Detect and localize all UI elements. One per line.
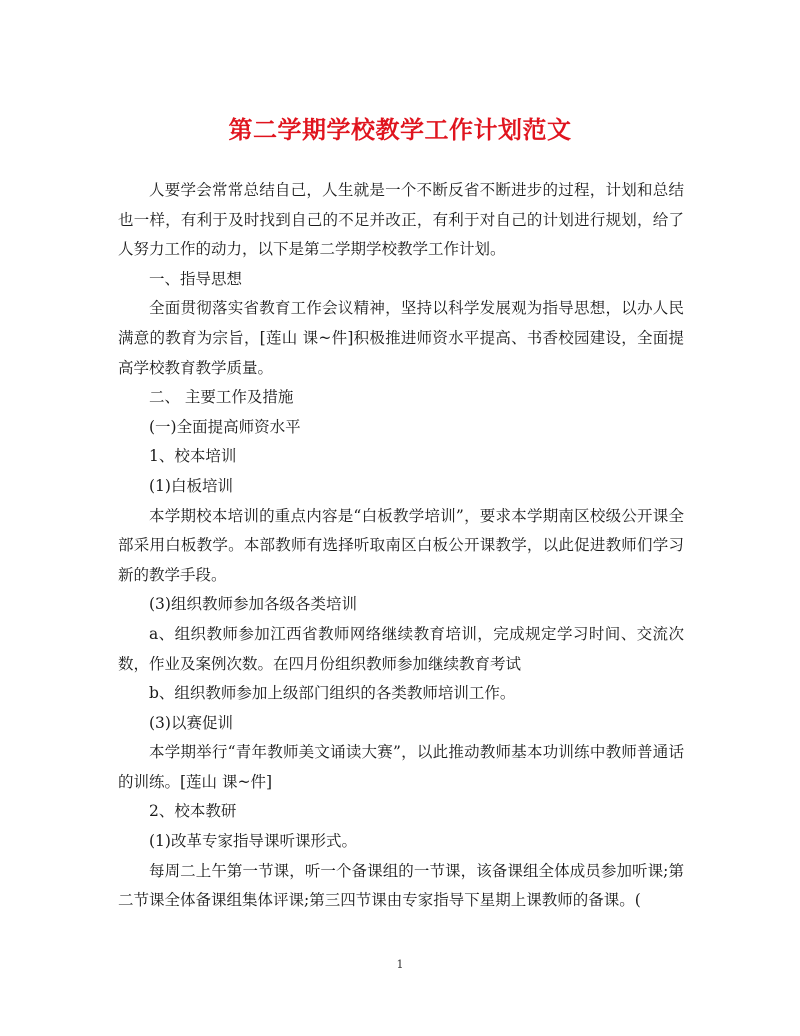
paragraph-whiteboard-training: 本学期校本培训的重点内容是“白板教学培训”，要求本学期南区校级公开课全部采用白板教学。本部教师有选择听取南区白板公开课教学，以此促进教师们学习新的教学手段。 [118, 506, 684, 584]
document-title: 第二学期学校教学工作计划范文 [228, 115, 572, 144]
paragraph-weekly-lessons: 每周二上午第一节课，听一个备课组的一节课，该备课组全体成员参加听课;第二节课全体备课组集体评课;第三四节课由专家指导下星期上课教师的备课。( [118, 861, 684, 910]
paragraph-recitation-contest: 本学期举行“青年教师美文诵读大赛”，以此推动教师基本功训练中教师普通话的训练。[莲山 课~件] [118, 743, 684, 791]
item-heading-various-training: (3)组织教师参加各级各类培训 [149, 595, 357, 614]
item-heading-school-training: 1、校本培训 [149, 447, 237, 466]
page-number: 1 [396, 958, 404, 971]
item-heading-school-research: 2、校本教研 [149, 802, 237, 821]
item-heading-expert-guidance: (1)改革专家指导课听课形式。 [149, 832, 357, 851]
section-heading-guiding-thought: 一、指导思想 [149, 269, 243, 288]
paragraph-superior-training: b、组织教师参加上级部门组织的各类教师培训工作。 [149, 684, 516, 703]
subsection-heading-teacher-level: (一)全面提高师资水平 [149, 417, 301, 436]
intro-paragraph: 人要学会常常总结自己，人生就是一个不断反省不断进步的过程，计划和总结也一样，有利于及时找到自己的不足并改正，有利于对自己的计划进行规划，给了人努力工作的动力，以下是第二学期学校教学工作计划。 [118, 181, 684, 259]
item-heading-whiteboard-training: (1)白板培训 [149, 476, 233, 495]
item-heading-competition-training: (3)以赛促训 [149, 713, 233, 732]
paragraph-online-education: a、组织教师参加江西省教师网络继续教育培训，完成规定学习时间、交流次数，作业及案例次数。在四月份组织教师参加继续教育考试 [118, 624, 684, 673]
section-heading-main-work: 二、 主要工作及措施 [149, 388, 294, 407]
paragraph-guiding-thought: 全面贯彻落实省教育工作会议精神，坚持以科学发展观为指导思想，以办人民满意的教育为宗旨，[莲山 课~件]积极推进师资水平提高、书香校园建设，全面提高学校教育教学质量。 [118, 299, 684, 377]
document-body [118, 176, 684, 916]
